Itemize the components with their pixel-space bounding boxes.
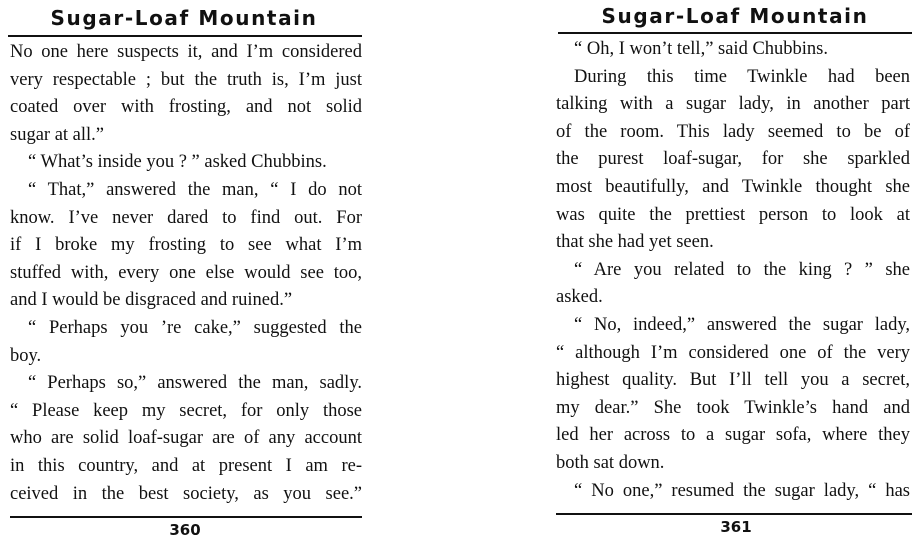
text-line: know. I’ve never dared to find out. For	[10, 207, 362, 228]
text-line: sugar at all.”	[10, 124, 104, 145]
text-line: coated over with frosting, and not solid	[10, 97, 362, 118]
text-line: the purest loaf-sugar, for she sparkled	[556, 149, 910, 170]
text-line: stuffed with, every one else would see too,	[10, 262, 362, 283]
text-line: and I would be disgraced and ruined.”	[10, 290, 293, 311]
text-line: No one here suspects it, and I’m considered	[10, 42, 362, 62]
text-line: very respectable ; but the truth is, I’m just	[10, 69, 362, 90]
text-line: asked.	[556, 287, 603, 308]
footer-rule	[10, 516, 362, 518]
text-line: ceived in the best society, as you see.”	[10, 483, 362, 504]
text-line: “ Perhaps so,” answered the man, sadly.	[28, 373, 362, 394]
running-head: Sugar-Loaf Mountain	[601, 4, 869, 28]
header-rule	[8, 35, 362, 37]
text-line: During this time Twinkle had been	[574, 66, 910, 87]
text-line: “ Please keep my secret, for only those	[10, 400, 362, 421]
text-line: was quite the prettiest person to look at	[556, 204, 910, 225]
text-line: “ although I’m considered one of the very	[556, 342, 910, 363]
text-line: if I broke my frosting to see what I’m	[10, 235, 362, 256]
text-line: in this country, and at present I am re-	[10, 455, 362, 476]
text-line: talking with a sugar lady, in another part	[556, 94, 910, 115]
page-body	[556, 36, 910, 505]
text-line: most beautifully, and Twinkle thought she	[556, 176, 910, 197]
text-line: highest quality. But I’ll tell you a secret,	[556, 370, 910, 391]
text-line: both sat down.	[556, 452, 665, 473]
text-line: who are solid loaf-sugar are of any account	[10, 428, 362, 449]
page-body	[10, 39, 362, 508]
text-line: led her across to a sugar sofa, where they	[556, 425, 910, 446]
text-line: of the room. This lady seemed to be of	[556, 121, 910, 142]
text-line: “ Are you related to the king ? ” she	[574, 259, 910, 280]
text-line: “ That,” answered the man, “ I do not	[28, 179, 362, 200]
text-line: boy.	[10, 345, 42, 366]
text-line: “ No one,” resumed the sugar lady, “ has	[574, 480, 910, 501]
running-head: Sugar-Loaf Mountain	[50, 6, 318, 30]
footer-rule	[556, 513, 912, 515]
text-line: “ Perhaps you ’re cake,” suggested the	[28, 317, 362, 338]
page-number: 360	[169, 521, 201, 539]
right-page	[548, 0, 924, 542]
left-page	[0, 0, 370, 542]
page-number: 361	[720, 518, 752, 536]
header-rule	[558, 32, 912, 34]
text-line: my dear.” She took Twinkle’s hand and	[556, 397, 910, 418]
text-line: that she had yet seen.	[556, 232, 714, 253]
text-line: “ Oh, I won’t tell,” said Chubbins.	[574, 39, 829, 59]
text-line: “ No, indeed,” answered the sugar lady,	[574, 314, 910, 335]
text-line: “ What’s inside you ? ” asked Chubbins.	[28, 152, 327, 173]
